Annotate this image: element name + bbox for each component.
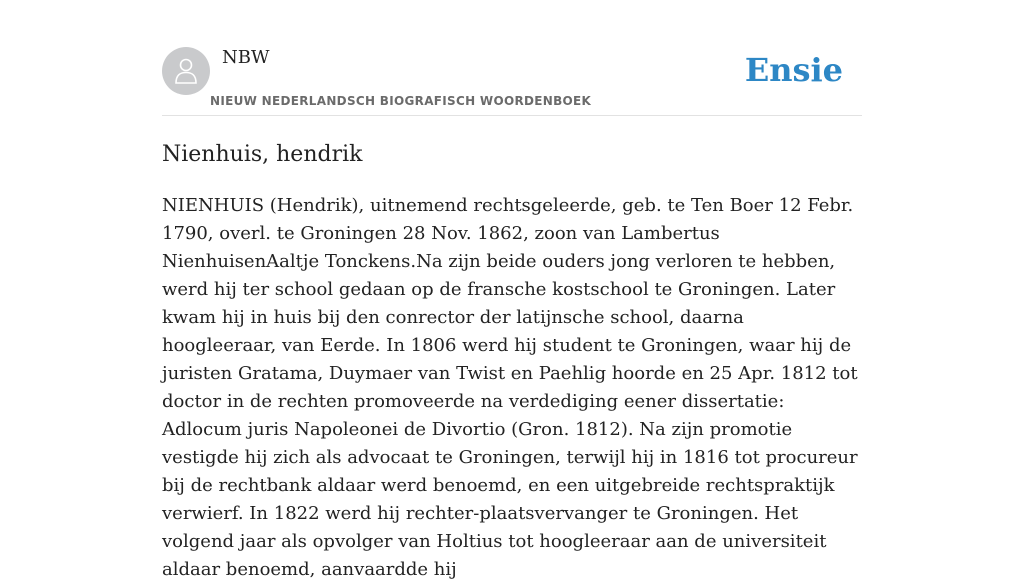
header-divider: [162, 115, 862, 116]
person-icon: [174, 57, 198, 85]
page-title: Nienhuis, hendrik: [162, 142, 363, 167]
avatar[interactable]: [162, 47, 210, 95]
article-body: NIENHUIS (Hendrik), uitnemend rechtsgeleerde, geb. te Ten Boer 12 Febr. 1790, overl. te Groningen 28 Nov. 1862, zoon van Lambertus NienhuisenAaltje Tonckens.Na zijn beide ouders jong verloren te hebben, werd hij ter school gedaan op de fransche kostschool te Groningen. Later kwam hij in huis bij den conrector der latijnsche school, daarna hoogleeraar, van Eerde. In 1806 werd hij student te Groningen, waar hij de juristen Gratama, Duymaer van Twist en Paehlig hoorde en 25 Apr. 1812 tot doctor in de rechten promoveerde na verdediging eener dissertatie: Adlocum juris Napoleonei de Divortio (Gron. 1812). Na zijn promotie vestigde hij zich als advocaat te Groningen, terwijl hij in 1816 tot procureur bij de rechtbank aldaar werd benoemd, en een uitgebreide rechtspraktijk verwierf. In 1822 werd hij rechter-plaatsvervanger te Groningen. Het volgend jaar als opvolger van Holtius tot hoogleeraar aan de universiteit aldaar benoemd, aanvaardde hij: [162, 195, 858, 580]
brand-logo[interactable]: Ensie: [744, 51, 843, 89]
source-full-name: NIEUW NEDERLANDSCH BIOGRAFISCH WOORDENBOEK: [210, 94, 592, 108]
source-name[interactable]: NBW: [222, 47, 270, 68]
